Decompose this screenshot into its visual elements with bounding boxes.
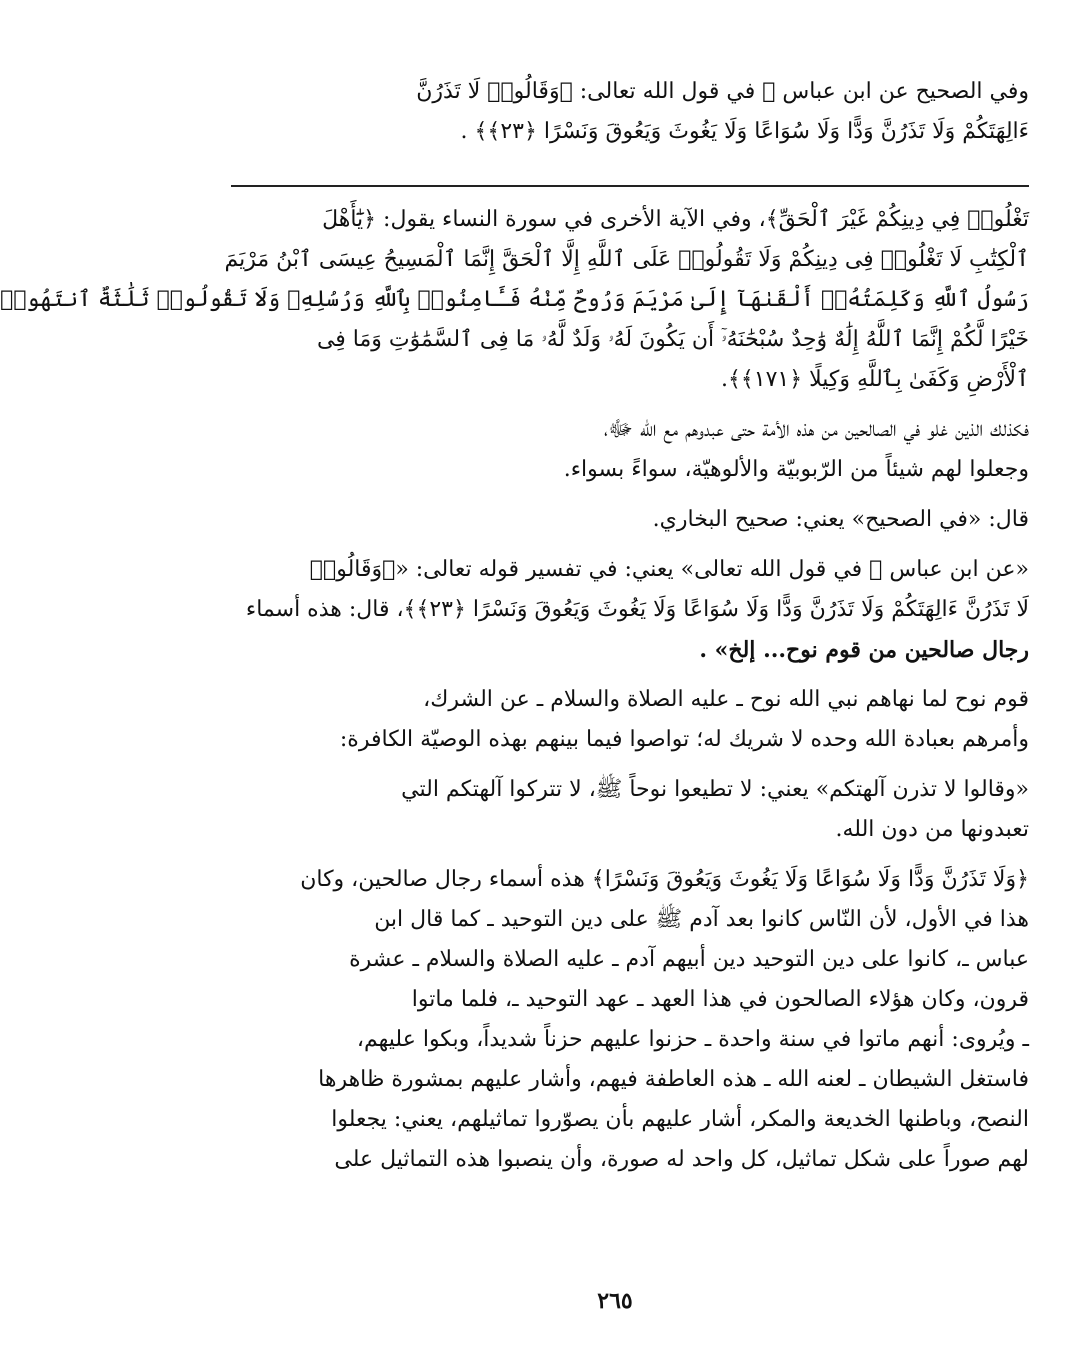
- paragraph-4: [201, 680, 1029, 760]
- text-line: لَا تَذَرُنَّ ءَالِهَتَكُمْ وَلَا تَذَرُنَّ وَدًّا وَلَا سُوَاعًا وَلَا يَغُوثَ وَيَعُوقَ وَنَسْرًا ﴿٢٣﴾﴾، قال: هذه أسماء: [245, 597, 1029, 622]
- paragraph-3: [201, 550, 1029, 670]
- paragraph-2: [201, 500, 1029, 540]
- footnote-separator: [231, 185, 1029, 187]
- text-line: ٱلْأَرْضِ وَكَفَىٰ بِٱللَّهِ وَكِيلًا ﴿١٧١﴾﴾.: [721, 367, 1029, 392]
- text-line: تَغْلُوا۟ فِي دِينِكُمْ غَيْرَ ٱلْحَقِّ﴾، وفي الآية الأخرى في سورة النساء يقول: ﴿يَٰٓأَهْلَ: [322, 207, 1029, 232]
- text-line: ﴿وَلَا تَذَرُنَّ وَدًّا وَلَا سُوَاعًا وَلَا يَغُوثَ وَيَعُوقَ وَنَسْرًا﴾ هذه أسماء رجال صالحين، وكان: [300, 867, 1029, 892]
- text-line: رَسُولُ ٱللَّهِ وَكَلِمَتُهُۥٓ أَلْقَىٰهَآ إِلَىٰ مَرْيَمَ وَرُوحٌ مِّنْهُ فَـَٔامِنُوا۟ بِٱللَّهِ وَرُسُلِهِۦ وَلَا تَقُولُوا۟ ثَلَٰثَةٌ ٱنتَهُوا۟: [0, 287, 1029, 312]
- quran-footnote-paragraph: [0, 200, 1029, 400]
- text-line: لهم صوراً على شكل تماثيل، كل واحد له صورة، وأن ينصبوا هذه التماثيل على: [334, 1147, 1029, 1172]
- text-line: وجعلوا لهم شيئاً من الرّبوبيّة والألوهيّة، سواءً بسواء.: [563, 457, 1029, 482]
- text-line: قوم نوح لما نهاهم نبي الله نوح ـ عليه الصلاة والسلام ـ عن الشرك،: [423, 687, 1029, 712]
- paragraph-6: [201, 860, 1029, 1180]
- text-line: وأمرهم بعبادة الله وحده لا شريك له؛ تواصوا فيما بينهم بهذه الوصيّة الكافرة:: [339, 727, 1029, 752]
- text-line: «عن ابن عباس ﷺ في قول الله تعالى» يعني: في تفسير قوله تعالى: «﴿وَقَالُوا۟: [309, 557, 1029, 582]
- text-line: عباس ـ، كانوا على دين التوحيد دين أبيهم آدم ـ عليه الصلاة والسلام ـ عشرة: [349, 947, 1029, 972]
- text-line: رجال صالحين من قوم نوح... إلخ» .: [699, 637, 1029, 663]
- text-line: ٱلْكِتَٰبِ لَا تَغْلُوا۟ فِى دِينِكُمْ وَلَا تَقُولُوا۟ عَلَى ٱللَّهِ إِلَّا ٱلْحَقَّ إِنَّمَا ٱلْمَسِيحُ عِيسَى ٱبْنُ مَرْيَمَ: [224, 247, 1029, 272]
- top-paragraph: [201, 72, 1029, 152]
- text-line: النصح، وباطنها الخديعة والمكر، أشار عليهم بأن يصوّروا تماثيلهم، يعني: يجعلوا: [331, 1107, 1029, 1132]
- text-line: فاستغل الشيطان ـ لعنه الله ـ هذه العاطفة فيهم، وأشار عليهم بمشورة ظاهرها: [318, 1067, 1029, 1092]
- main-text: [0, 200, 1029, 1190]
- text-line: خَيْرًا لَّكُمْ إِنَّمَا ٱللَّهُ إِلَٰهٌ وَٰحِدٌ سُبْحَٰنَهُۥٓ أَن يَكُونَ لَهُۥ وَلَدٌ لَّهُۥ مَا فِى ٱلسَّمَٰوَٰتِ وَمَا فِى: [316, 327, 1029, 352]
- paragraph-1: [201, 410, 1029, 490]
- text-line: «وقالوا لا تذرن آلهتكم» يعني: لا تطيعوا نوحاً ﷺ، لا تتركوا آلهتكم التي: [401, 777, 1029, 802]
- text-line: وفي الصحيح عن ابن عباس ﷺ في قول الله تعالى: ﴿وَقَالُوا۟ لَا تَذَرُنَّ: [416, 79, 1029, 104]
- text-line: تعبدونها من دون الله.: [835, 817, 1029, 842]
- text-line: فكذلك الذين غلو في الصالحين من هذه الأمة حتى عبدوهم مع الله ﷻ،: [603, 417, 1029, 442]
- text-line: ـ ويُروى: أنهم ماتوا في سنة واحدة ـ حزنوا عليهم حزناً شديداً، وبكوا عليهم،: [356, 1027, 1029, 1052]
- text-line: ءَالِهَتَكُمْ وَلَا تَذَرُنَّ وَدًّا وَلَا سُوَاعًا وَلَا يَغُوثَ وَيَعُوقَ وَنَسْرًا ﴿٢٣﴾﴾ .: [460, 119, 1029, 144]
- page-number: ٢٦٥: [597, 1288, 633, 1314]
- text-line: هذا في الأول، لأن النّاس كانوا بعد آدم ﷺ على دين التوحيد ـ كما قال ابن: [374, 907, 1029, 932]
- text-line: قال: «في الصحيح» يعني: صحيح البخاري.: [652, 507, 1029, 532]
- text-line: قرون، وكان هؤلاء الصالحون في هذا العهد ـ عهد التوحيد ـ، فلما ماتوا: [411, 987, 1029, 1012]
- paragraph-5: [201, 770, 1029, 850]
